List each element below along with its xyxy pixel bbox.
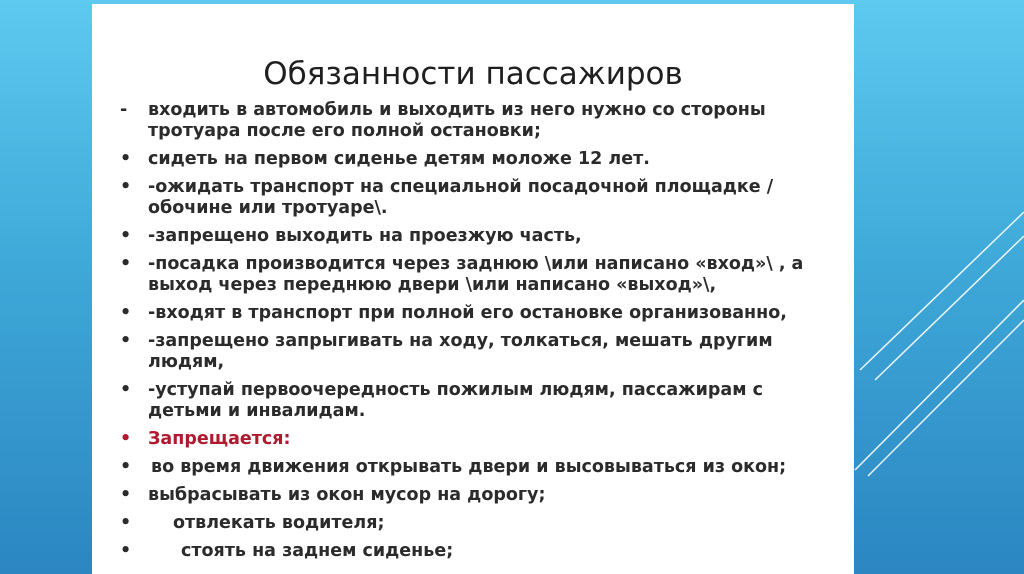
deco-line xyxy=(875,236,1024,380)
list-item-text: -уступай первоочередность пожилым людям, пассажирам с детьми и инвалидам. xyxy=(148,380,763,421)
bullet-icon: • xyxy=(120,457,132,477)
bullet-icon: • xyxy=(120,380,132,400)
list-item-text: -посадка производится через заднюю \или написано «вход»\ , а выход через переднюю двери \или написано «выход»\, xyxy=(148,254,804,295)
list-item-text: -запрещено выходить на проезжую часть, xyxy=(148,226,582,246)
list-item-text: отвлекать водителя; xyxy=(173,513,385,533)
list-item-text: сидеть на первом сиденье детям моложе 12 лет. xyxy=(148,149,650,169)
bullet-icon: • xyxy=(120,541,132,561)
list-item-text: во время движения открывать двери и высовываться из окон; xyxy=(151,457,787,477)
bullet-icon: • xyxy=(120,226,132,246)
bullet-icon: • xyxy=(120,149,132,169)
list-item-text: -входят в транспорт при полной его остановке организованно, xyxy=(148,303,787,323)
bullet-icon: • xyxy=(120,485,132,505)
list-item-text: -запрещено запрыгивать на ходу, толкаться, мешать другим людям, xyxy=(148,331,773,372)
deco-line xyxy=(860,212,1024,370)
deco-line xyxy=(855,300,1024,470)
bullet-icon: • xyxy=(120,429,132,449)
bullet-icon: • xyxy=(120,331,132,351)
bullet-icon: • xyxy=(120,513,132,533)
list-item-text: выбрасывать из окон мусор на дорогу; xyxy=(148,485,546,505)
list-item-text: входить в автомобиль и выходить из него нужно со стороны тротуара после его полной остановки; xyxy=(148,100,766,141)
dash-marker: - xyxy=(120,100,128,120)
deco-line xyxy=(868,320,1024,476)
list-item-text: стоять на заднем сиденье; xyxy=(181,541,454,561)
bullet-icon: • xyxy=(120,254,132,274)
list-item-text: -ожидать транспорт на специальной посадочной площадке /обочине или тротуаре\. xyxy=(148,177,774,218)
bullet-icon: • xyxy=(120,303,132,323)
bullet-icon: • xyxy=(120,177,132,197)
slide-title: Обязанности пассажиров xyxy=(263,56,683,92)
forbidden-heading: Запрещается: xyxy=(148,429,291,449)
